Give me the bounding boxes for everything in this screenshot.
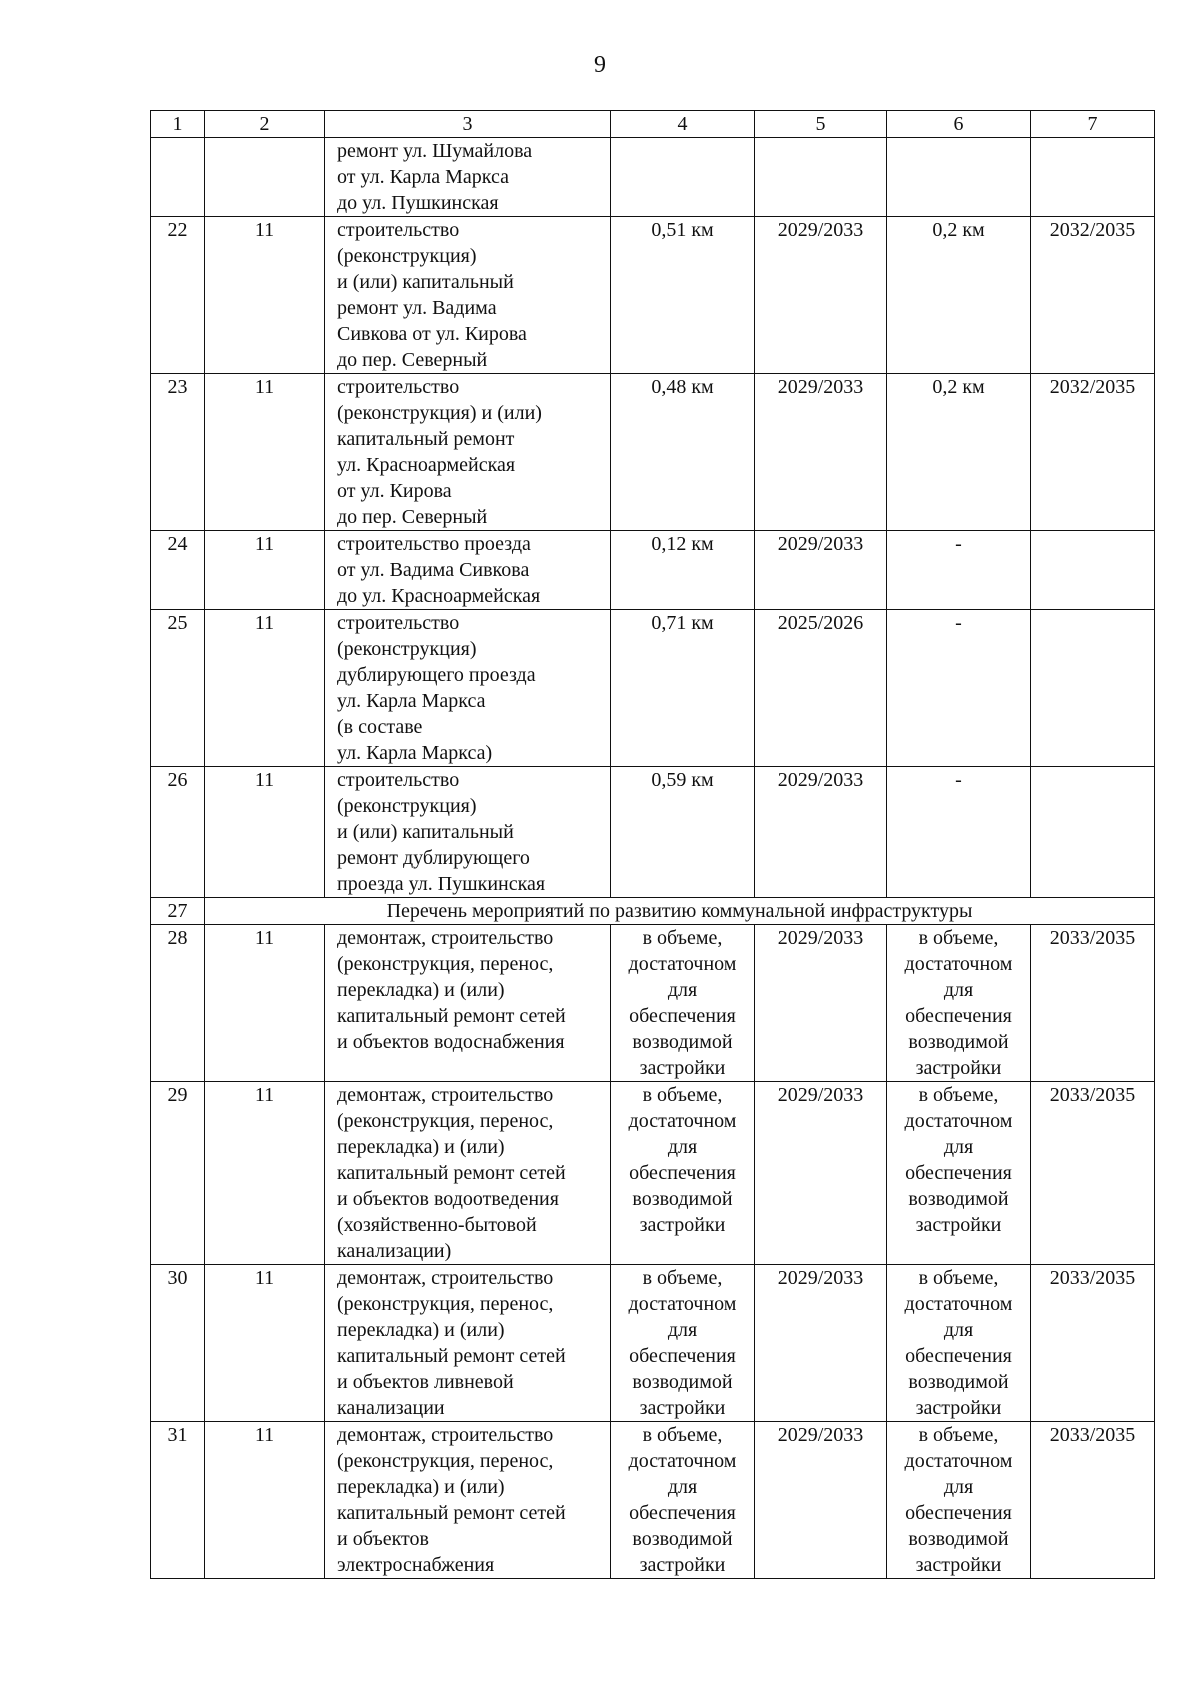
column-header: 1 xyxy=(151,111,205,138)
period-2-cell: 2032/2035 xyxy=(1031,374,1155,531)
column-header: 3 xyxy=(325,111,611,138)
period-cell: 2029/2033 xyxy=(755,374,887,531)
period-2-cell: 2033/2035 xyxy=(1031,925,1155,1082)
column-header: 4 xyxy=(611,111,755,138)
capacity-2-cell: в объеме, достаточном для обеспечения возводимой застройки xyxy=(887,1265,1031,1422)
row-number-cell: 31 xyxy=(151,1422,205,1579)
period-2-cell: 2032/2035 xyxy=(1031,217,1155,374)
section-row xyxy=(151,898,1155,925)
measure-name-cell: строительство (реконструкция) и (или) капитальный ремонт ул. Вадима Сивкова от ул. Кирова до пер. Северный xyxy=(325,217,611,374)
table-row xyxy=(151,1082,1155,1265)
table-row xyxy=(151,374,1155,531)
period-cell: 2029/2033 xyxy=(755,925,887,1082)
capacity-cell: в объеме, достаточном для обеспечения возводимой застройки xyxy=(611,1082,755,1265)
period-2-cell xyxy=(1031,610,1155,767)
row-number-cell xyxy=(151,138,205,217)
table-row xyxy=(151,767,1155,898)
period-cell: 2029/2033 xyxy=(755,217,887,374)
measure-name-cell: строительство (реконструкция) и (или) капитальный ремонт дублирующего проезда ул. Пушкинская xyxy=(325,767,611,898)
row-number-cell: 27 xyxy=(151,898,205,925)
period-cell: 2029/2033 xyxy=(755,1422,887,1579)
period-2-cell xyxy=(1031,767,1155,898)
capacity-2-cell: - xyxy=(887,531,1031,610)
measure-name-cell: строительство (реконструкция) дублирующего проезда ул. Карла Маркса (в составе ул. Карла Маркса) xyxy=(325,610,611,767)
capacity-2-cell xyxy=(887,138,1031,217)
row-number-cell: 29 xyxy=(151,1082,205,1265)
measure-name-cell: демонтаж, строительство (реконструкция, перенос, перекладка) и (или) капитальный ремонт сетей и объектов электроснабжения xyxy=(325,1422,611,1579)
capacity-cell xyxy=(611,138,755,217)
code-cell: 11 xyxy=(205,1265,325,1422)
capacity-2-cell: - xyxy=(887,610,1031,767)
table-row xyxy=(151,610,1155,767)
capacity-cell: в объеме, достаточном для обеспечения возводимой застройки xyxy=(611,1265,755,1422)
capacity-cell: в объеме, достаточном для обеспечения возводимой застройки xyxy=(611,925,755,1082)
capacity-2-cell: 0,2 км xyxy=(887,217,1031,374)
capacity-2-cell: в объеме, достаточном для обеспечения возводимой застройки xyxy=(887,1082,1031,1265)
capacity-2-cell: в объеме, достаточном для обеспечения возводимой застройки xyxy=(887,925,1031,1082)
column-header: 5 xyxy=(755,111,887,138)
period-cell: 2029/2033 xyxy=(755,767,887,898)
row-number-cell: 30 xyxy=(151,1265,205,1422)
column-header: 6 xyxy=(887,111,1031,138)
period-2-cell xyxy=(1031,138,1155,217)
code-cell: 11 xyxy=(205,374,325,531)
period-2-cell: 2033/2035 xyxy=(1031,1265,1155,1422)
period-2-cell: 2033/2035 xyxy=(1031,1082,1155,1265)
code-cell: 11 xyxy=(205,531,325,610)
code-cell: 11 xyxy=(205,925,325,1082)
period-2-cell xyxy=(1031,531,1155,610)
measure-name-cell: демонтаж, строительство (реконструкция, перенос, перекладка) и (или) капитальный ремонт сетей и объектов водоотведения (хозяйственно-бытовой канализации) xyxy=(325,1082,611,1265)
row-number-cell: 24 xyxy=(151,531,205,610)
capacity-cell: 0,12 км xyxy=(611,531,755,610)
row-number-cell: 28 xyxy=(151,925,205,1082)
period-cell: 2029/2033 xyxy=(755,531,887,610)
capacity-cell: 0,48 км xyxy=(611,374,755,531)
column-header: 7 xyxy=(1031,111,1155,138)
section-title: Перечень мероприятий по развитию коммунальной инфраструктуры xyxy=(205,898,1155,925)
code-cell: 11 xyxy=(205,1422,325,1579)
period-cell: 2029/2033 xyxy=(755,1265,887,1422)
row-number-cell: 25 xyxy=(151,610,205,767)
capacity-2-cell: - xyxy=(887,767,1031,898)
measure-name-cell: строительство проезда от ул. Вадима Сивкова до ул. Красноармейская xyxy=(325,531,611,610)
measure-name-cell: демонтаж, строительство (реконструкция, перенос, перекладка) и (или) капитальный ремонт сетей и объектов ливневой канализации xyxy=(325,1265,611,1422)
code-cell: 11 xyxy=(205,1082,325,1265)
capacity-cell: в объеме, достаточном для обеспечения возводимой застройки xyxy=(611,1422,755,1579)
row-number-cell: 26 xyxy=(151,767,205,898)
measure-name-cell: демонтаж, строительство (реконструкция, перенос, перекладка) и (или) капитальный ремонт сетей и объектов водоснабжения xyxy=(325,925,611,1082)
table-row xyxy=(151,1265,1155,1422)
row-number-cell: 23 xyxy=(151,374,205,531)
page-number: 9 xyxy=(594,52,606,78)
capacity-cell: 0,59 км xyxy=(611,767,755,898)
period-cell: 2029/2033 xyxy=(755,1082,887,1265)
table-row xyxy=(151,531,1155,610)
table-row xyxy=(151,925,1155,1082)
measure-name-cell: ремонт ул. Шумайлова от ул. Карла Маркса до ул. Пушкинская xyxy=(325,138,611,217)
capacity-2-cell: 0,2 км xyxy=(887,374,1031,531)
header-row xyxy=(151,111,1155,138)
table-row xyxy=(151,138,1155,217)
period-cell: 2025/2026 xyxy=(755,610,887,767)
period-2-cell: 2033/2035 xyxy=(1031,1422,1155,1579)
capacity-cell: 0,51 км xyxy=(611,217,755,374)
code-cell: 11 xyxy=(205,610,325,767)
code-cell: 11 xyxy=(205,767,325,898)
table-row xyxy=(151,217,1155,374)
row-number-cell: 22 xyxy=(151,217,205,374)
capacity-2-cell: в объеме, достаточном для обеспечения возводимой застройки xyxy=(887,1422,1031,1579)
code-cell xyxy=(205,138,325,217)
table-row xyxy=(151,1422,1155,1579)
capacity-cell: 0,71 км xyxy=(611,610,755,767)
measures-table xyxy=(150,110,1155,1579)
column-header: 2 xyxy=(205,111,325,138)
code-cell: 11 xyxy=(205,217,325,374)
period-cell xyxy=(755,138,887,217)
measure-name-cell: строительство (реконструкция) и (или) капитальный ремонт ул. Красноармейская от ул. Кирова до пер. Северный xyxy=(325,374,611,531)
